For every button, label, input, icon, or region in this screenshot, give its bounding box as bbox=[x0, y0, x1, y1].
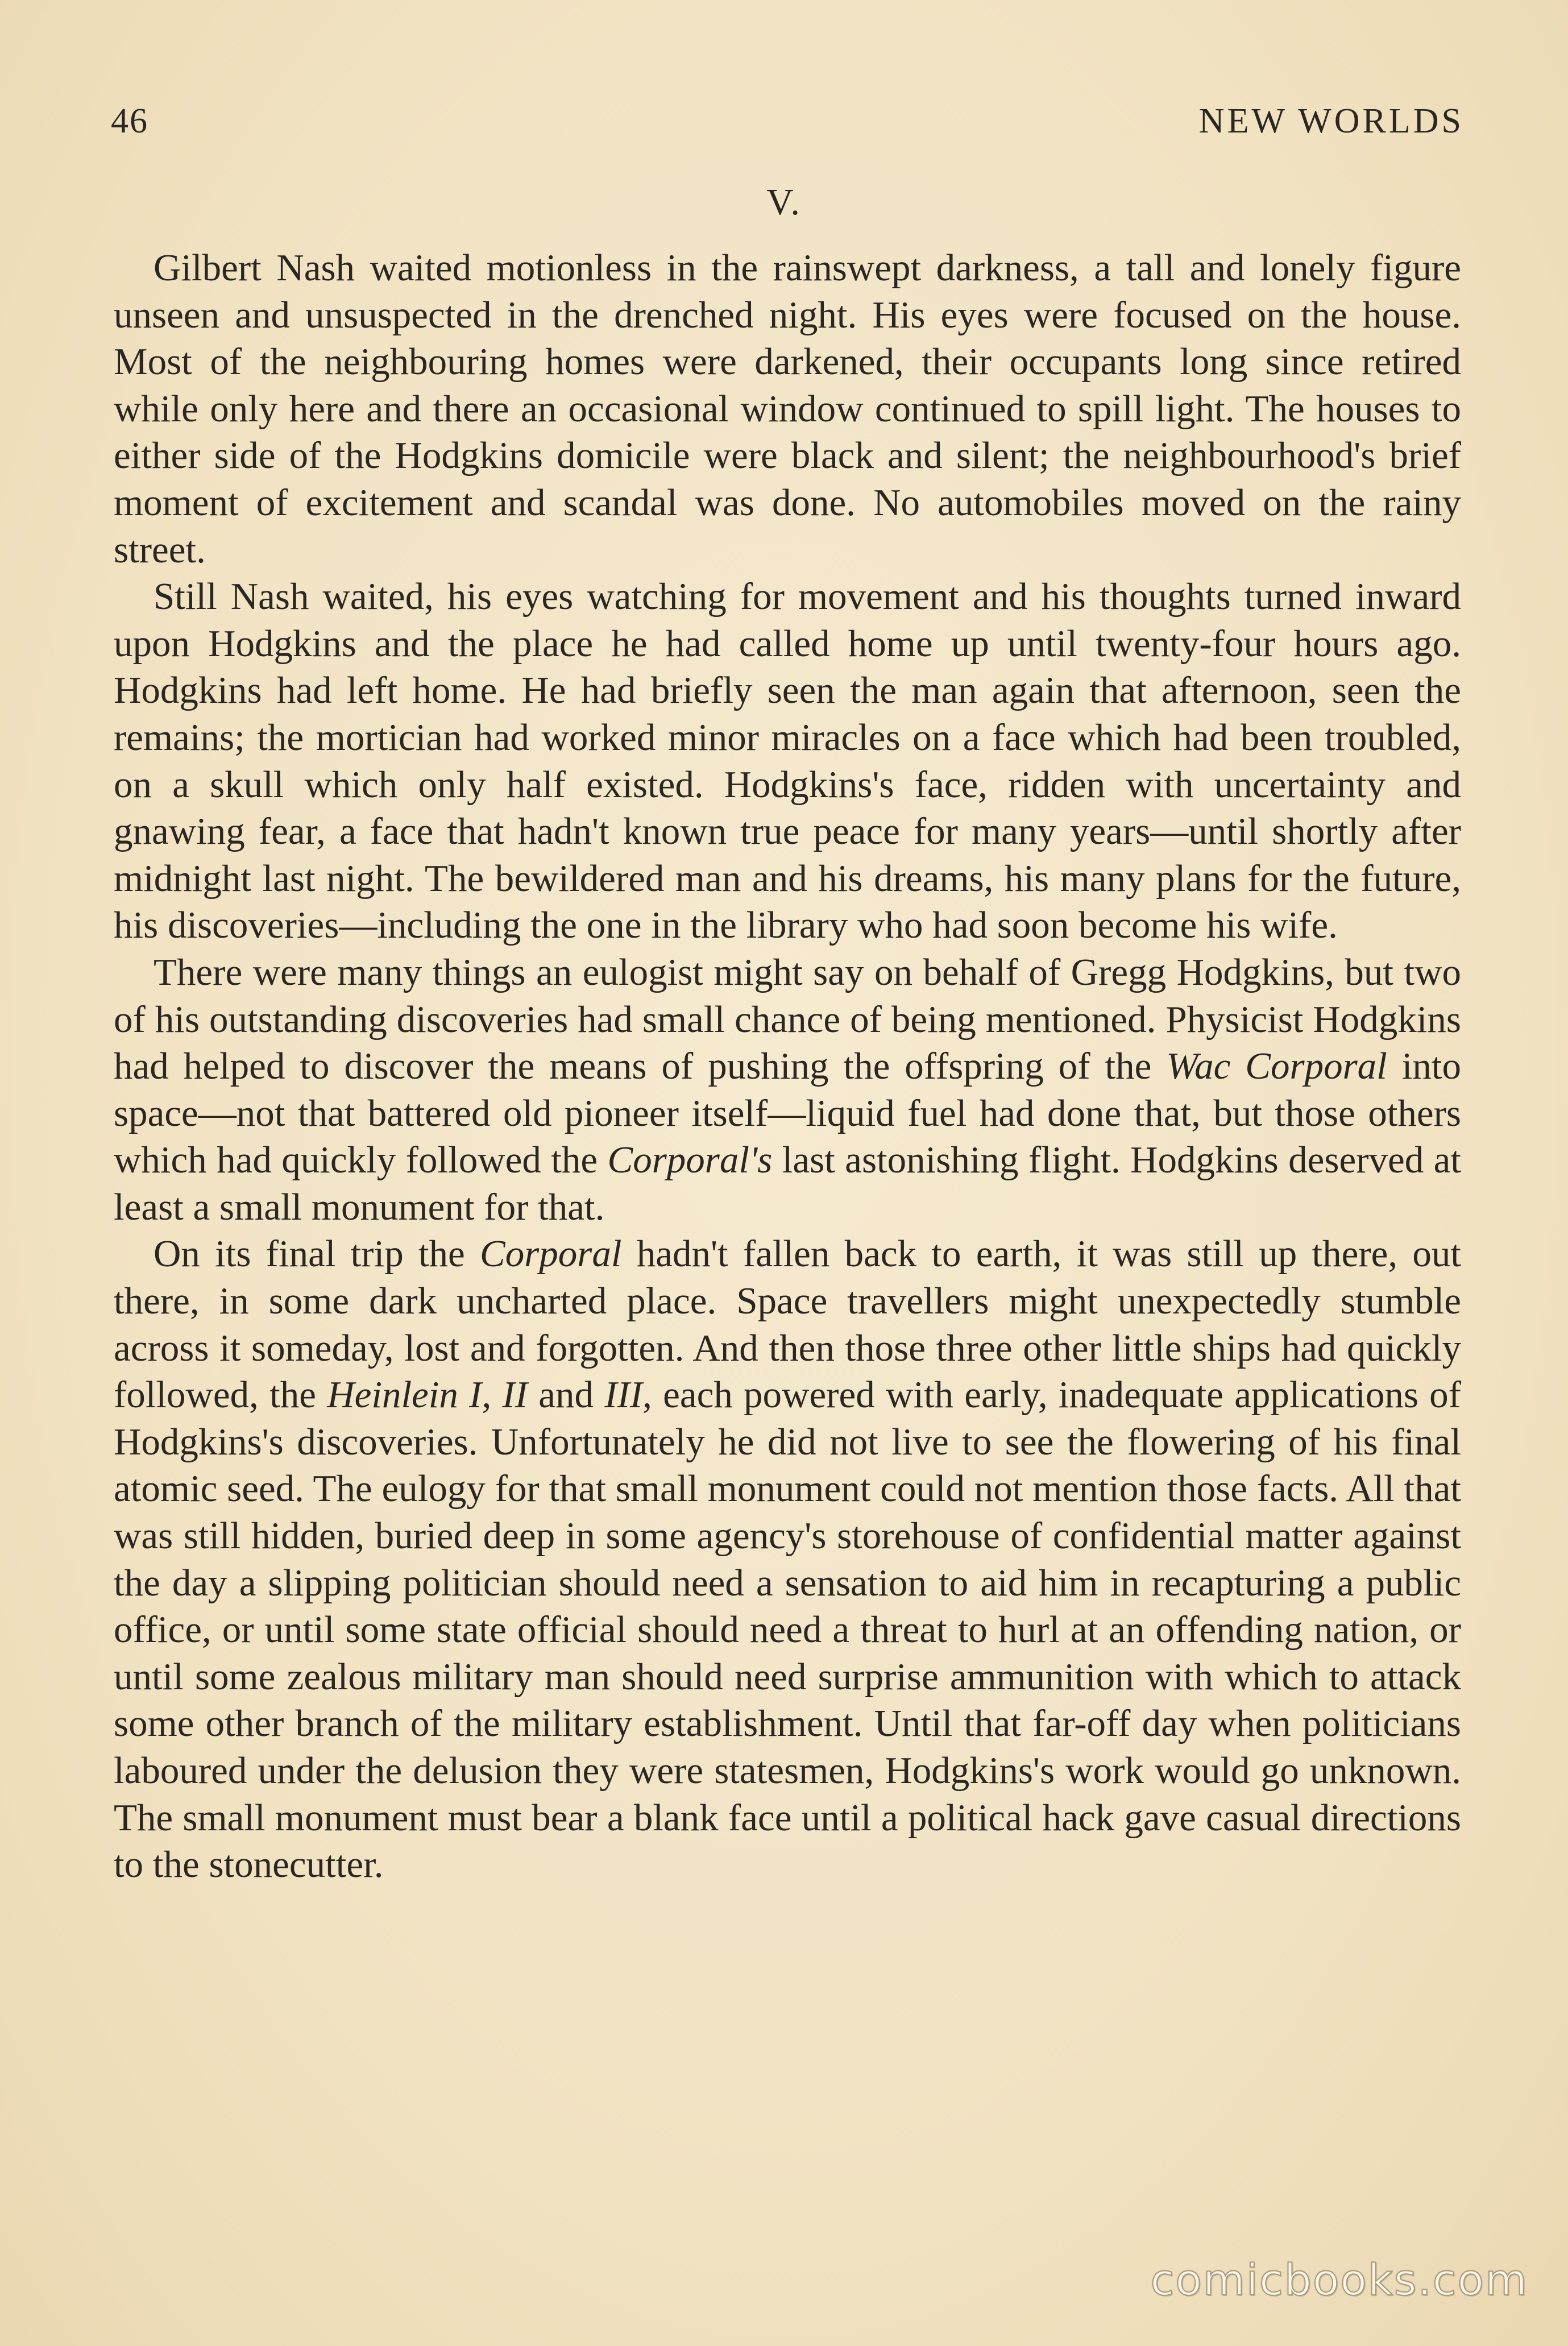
paragraph: Still Nash waited, his eyes watching for movement and his thoughts turned inward upon Hodgkins and the place he had called home up until twenty-four hours ago. Hodgkins had left home. He had briefly seen the man again that afternoon, seen the remains; the mortician had worked minor miracles on a face which had been troubled, on a skull which only half existed. Hodgkins's face, ridden with uncertainty and gnawing fear, a face that hadn't known true peace for many years—until shortly after midnight last night. The bewildered man and his dreams, his many plans for the future, his discoveries—including the one in the library who had soon become his wife. bbox=[114, 575, 1461, 947]
page-number: 46 bbox=[111, 102, 148, 140]
page-header bbox=[111, 101, 1464, 158]
watermark: comicbooks.com bbox=[1150, 2254, 1528, 2305]
italic-ship-name: Corporal's bbox=[607, 1139, 773, 1182]
section-heading: V. bbox=[766, 181, 802, 223]
text-run: , bbox=[482, 1374, 503, 1416]
italic-ship-name: Heinlein I bbox=[327, 1374, 482, 1416]
text-run: last astonishing flight. Hodgkins deserved at least a small monument for that. bbox=[114, 1139, 1461, 1228]
text-run: and bbox=[528, 1374, 605, 1416]
paragraph bbox=[114, 1230, 1461, 1888]
running-title: NEW WORLDS bbox=[1198, 102, 1464, 140]
paragraph bbox=[114, 949, 1461, 1231]
text-run: On its final trip the bbox=[154, 1233, 480, 1275]
text-run: into space—not that battered old pioneer itself—liquid fuel had done that, but those others which had quickly followed the bbox=[114, 1045, 1461, 1182]
body-text bbox=[114, 244, 1461, 1888]
text-run: There were many things an eulogist might say on behalf of Gregg Hodgkins, but two of his outstanding discoveries had small chance of being mentioned. Physicist Hodgkins had helped to discover the means of pushing the offspring of the bbox=[114, 951, 1461, 1088]
text-run: , each powered with early, inadequate applications of Hodgkins's discoveries. Unfortunately he did not live to see the flowering of his final atomic seed. The eulogy for that small monument could not mention those facts. All that was still hidden, buried deep in some agency's storehouse of confidential matter against the day a slipping politician should need a sensation to aid him in recapturing a public office, or until some state official should need a threat to hurl at an offending nation, or until some zealous military man should need surprise ammunition with which to attack some other branch of the military establishment. Until that far-off day when politicians laboured under the delusion they were statesmen, Hodgkins's work would go unknown. The small monument must bear a blank face until a political hack gave casual directions to the stonecutter. bbox=[114, 1374, 1461, 1886]
italic-ship-name: II bbox=[502, 1374, 528, 1416]
italic-ship-name: Wac Corporal bbox=[1166, 1045, 1387, 1088]
text-run: hadn't fallen back to earth, it was still up there, out there, in some dark uncharted place. Space travellers might unexpectedly stumble across it someday, lost and forgotten. And then those three other little ships had quickly followed, the bbox=[114, 1233, 1461, 1416]
italic-ship-name: Corporal bbox=[480, 1233, 622, 1275]
paragraph: Gilbert Nash waited motionless in the rainswept darkness, a tall and lonely figure unseen and unsuspected in the drenched night. His eyes were focused on the house. Most of the neighbouring homes were darkened, their occupants long since retired while only here and there an occasional window continued to spill light. The houses to either side of the Hodgkins domicile were black and silent; the neighbourhood's brief moment of excitement and scandal was done. No automobiles moved on the rainy street. bbox=[114, 247, 1461, 571]
italic-ship-name: III bbox=[604, 1374, 643, 1416]
